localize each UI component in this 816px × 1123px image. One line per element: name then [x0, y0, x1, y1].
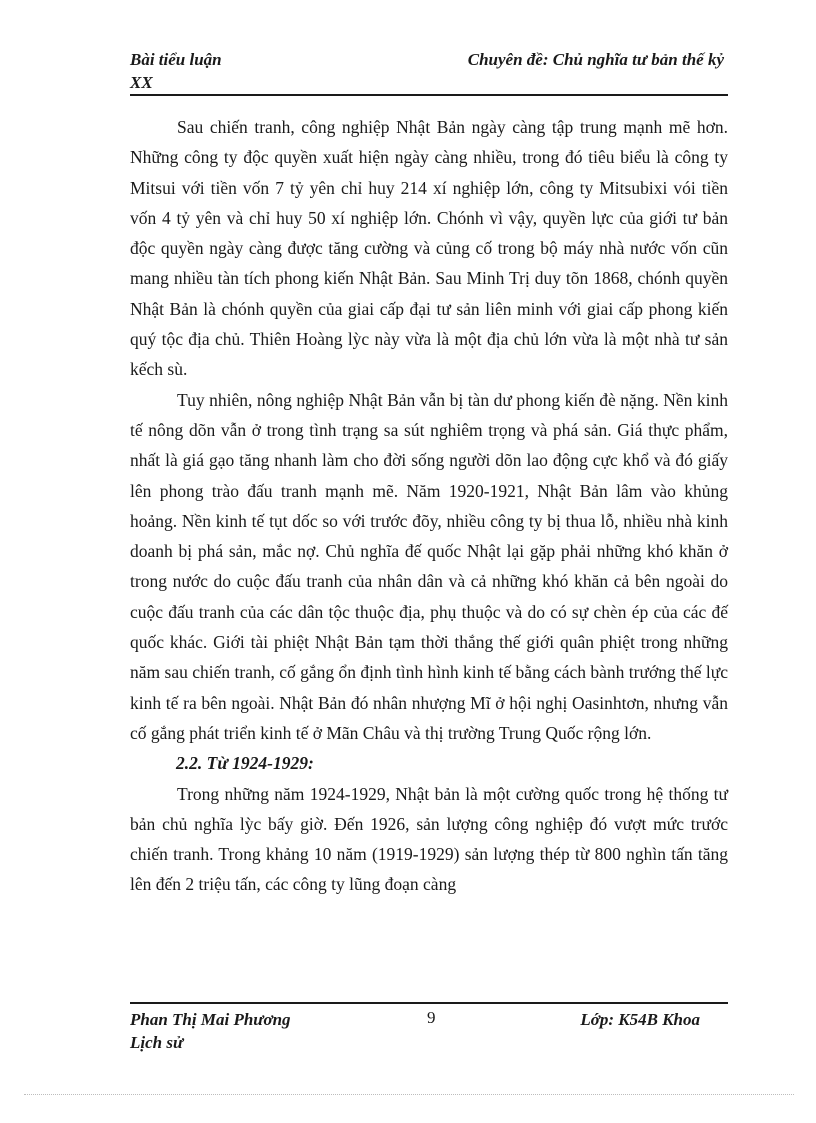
- page-number: 9: [427, 1008, 436, 1027]
- header-topic: Chuyên đề: Chủ nghĩa tư bản thế kỷ: [467, 50, 724, 69]
- header-left: [130, 48, 222, 94]
- page-footer: [130, 1008, 728, 1058]
- footer-department: Lịch sử: [130, 1033, 184, 1052]
- page-header: [130, 48, 728, 96]
- header-century-label: XX: [130, 73, 153, 92]
- footer-divider: [130, 1002, 728, 1004]
- body-paragraph-1: Sau chiến tranh, công nghiệp Nhật Bản ngày càng tập trung mạnh mẽ hơn. Những công ty độc quyền xuất hiện ngày càng nhiều, trong đó tiêu biểu là công ty Mitsui với tiền vốn 7 tỷ yên chỉ huy 214 xí nghiệp lớn, công ty Mitsubixi vói tiền vốn 4 tỷ yên và chỉ huy 50 xí nghiệp lớn. Chónh vì vậy, quyền lực của giới tư bản độc quyền ngày càng được tăng cường và củng cố trong bộ máy nhà nước vốn cũn mang nhiều tàn tích phong kiến Nhật Bản. Sau Minh Trị duy tõn 1868, chónh quyền Nhật Bản là chónh quyền của giai cấp đại tư sản liên minh với giai cấp phong kiến quý tộc địa chủ. Thiên Hoàng lỳc này vừa là một địa chủ lớn vừa là một nhà tư sản kếch sù.: [130, 117, 728, 380]
- footer-author: [130, 1008, 291, 1054]
- page-content: [130, 112, 728, 900]
- page-edge-divider: [24, 1094, 794, 1095]
- footer-class: Lớp: K54B Khoa: [580, 1010, 700, 1029]
- footer-author-name: Phan Thị Mai Phương: [130, 1010, 291, 1029]
- header-divider: [130, 94, 728, 96]
- body-paragraph-2: Tuy nhiên, nông nghiệp Nhật Bản vẫn bị tàn dư phong kiến đè nặng. Nền kinh tế nông dõn vẫn ở trong tình trạng sa sút nghiêm trọng và phá sản. Giá thực phẩm, nhất là giá gạo tăng nhanh làm cho đời sống người dõn lao động cực khổ và đó giấy lên phong trào đấu tranh mạnh mẽ. Năm 1920-1921, Nhật Bản lâm vào khủng hoảng. Nền kinh tế tụt dốc so với trước đõy, nhiều công ty bị thua lỗ, nhiều nhà kinh doanh bị phá sản, mắc nợ. Chủ nghĩa đế quốc Nhật lại gặp phải những khó khăn ở trong nước do cuộc đấu tranh của nhân dân và cả những khó khăn cả bên ngoài do cuộc đấu tranh của các dân tộc thuộc địa, phụ thuộc và do có sự chèn ép của các đế quốc khác. Giới tài phiệt Nhật Bản tạm thời thắng thế giới quân phiệt trong những năm sau chiến tranh, cố gắng ổn định tình hình kinh tế bằng cách bành trướng thế lực kinh tế ra bên ngoài. Nhật Bản đó nhân nhượng Mĩ ở hội nghị Oasinhtơn, nhưng vẫn cố gắng phát triển kinh tế ở Mãn Châu và thị trường Trung Quốc rộng lớn.: [130, 389, 728, 743]
- header-essay-label: Bài tiểu luận: [130, 50, 222, 69]
- section-heading: 2.2. Từ 1924-1929:: [176, 753, 314, 774]
- section-paragraph: Trong những năm 1924-1929, Nhật bản là một cường quốc trong hệ thống tư bản chủ nghĩa lỳc bấy giờ. Đến 1926, sản lượng công nghiệp đó vượt mức trước chiến tranh. Trong khảng 10 năm (1919-1929) sản lượng thép từ 800 nghìn tấn tăng lên đến 2 triệu tấn, các công ty lũng đoạn càng: [130, 783, 728, 895]
